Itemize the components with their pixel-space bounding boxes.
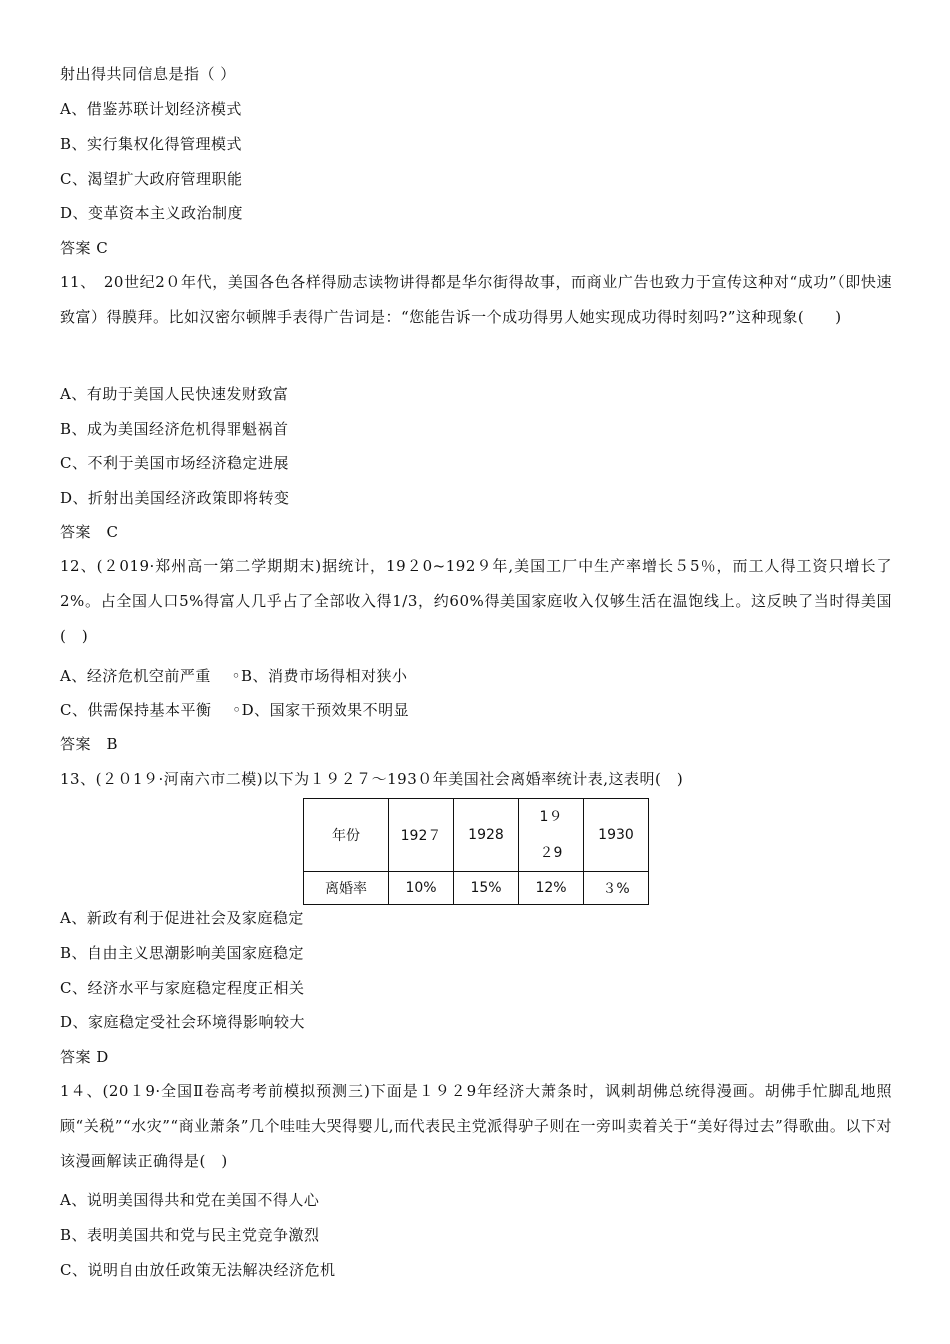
q10-answer: 答案 C	[60, 239, 109, 257]
q11-option-d: D、折射出美国经济政策即将转变	[60, 489, 290, 507]
q12-options-cd: C、供需保持基本平衡 ◦D、国家干预效果不明显	[60, 701, 410, 719]
q11-option-b: B、成为美国经济危机得罪魁祸首	[60, 420, 289, 438]
question-10-stem-tail: 射出得共同信息是指（ ）	[60, 65, 236, 83]
table-rate-cell: ３%	[584, 872, 649, 905]
table-rate-cell: 12%	[519, 872, 584, 905]
table-rate-cell: 10%	[389, 872, 454, 905]
q10-option-b: B、实行集权化得管理模式	[60, 135, 243, 153]
table-year-cell: 192７	[389, 799, 454, 872]
q10-option-d: D、变革资本主义政治制度	[60, 204, 244, 222]
q12-options-ab: A、经济危机空前严重 ◦B、消费市场得相对狭小	[60, 667, 408, 685]
table-row-label-divorce-rate: 离婚率	[304, 872, 389, 905]
q14-option-c: C、说明自由放任政策无法解决经济危机	[60, 1261, 336, 1279]
table-year-part: 1９	[539, 809, 563, 825]
table-year-part: ２9	[539, 845, 563, 861]
q13-answer: 答案 D	[60, 1048, 109, 1066]
question-11-stem: 11、 20世纪2０年代，美国各色各样得励志读物讲得都是华尔街得故事，而商业广告也致力于宣传这种对“成功”（即快速致富）得膜拜。比如汉密尔顿牌手表得广告词是：“您能告诉一个成功得男人她实现成功得时刻吗?”这种现象( )	[60, 273, 892, 326]
divorce-rate-table	[303, 798, 649, 905]
question-14-stem: 1４、(20１9·全国Ⅱ卷高考考前模拟预测三)下面是１９２9年经济大萧条时，讽刺胡佛总统得漫画。胡佛手忙脚乱地照顾“关税”“水灾”“商业萧条”几个哇哇大哭得婴儿,而代表民主党派得驴子则在一旁叫卖着关于“美好得过去”得歌曲。以下对该漫画解读正确得是( )	[60, 1082, 892, 1170]
question-13-stem: 13、(２０1９·河南六市二模)以下为１９２７～193０年美国社会离婚率统计表,这表明( )	[60, 770, 684, 788]
q11-option-a: A、有助于美国人民快速发财致富	[60, 385, 289, 403]
table-rate-cell: 15%	[454, 872, 519, 905]
table-row	[304, 872, 649, 905]
q10-option-a: A、借鉴苏联计划经济模式	[60, 100, 242, 118]
table-year-cell: 1930	[584, 799, 649, 872]
question-12-stem: 12、(２019·郑州高一第二学期期末)据统计，19２0~192９年,美国工厂中生产率增长５5％，而工人得工资只增长了2%。占全国人口5%得富人几乎占了全部收入得1/3，约60%得美国家庭收入仅够生活在温饱线上。这反映了当时得美国( )	[60, 557, 892, 645]
q14-option-b: B、表明美国共和党与民主党竞争激烈	[60, 1226, 320, 1244]
q13-option-c: C、经济水平与家庭稳定程度正相关	[60, 979, 305, 997]
q14-option-a: A、说明美国得共和党在美国不得人心	[60, 1191, 320, 1209]
table-header-year-label: 年份	[304, 799, 389, 872]
q10-option-c: C、渴望扩大政府管理职能	[60, 170, 243, 188]
q13-option-b: B、自由主义思潮影响美国家庭稳定	[60, 944, 305, 962]
table-year-cell-wrapped	[519, 799, 584, 872]
q11-answer: 答案 C	[60, 523, 119, 541]
q11-option-c: C、不利于美国市场经济稳定进展	[60, 454, 289, 472]
q13-option-d: D、家庭稳定受社会环境得影响较大	[60, 1013, 306, 1031]
table-row	[304, 799, 649, 872]
q12-answer: 答案 B	[60, 735, 119, 753]
table-year-cell: 1928	[454, 799, 519, 872]
q13-option-a: A、新政有利于促进社会及家庭稳定	[60, 909, 304, 927]
